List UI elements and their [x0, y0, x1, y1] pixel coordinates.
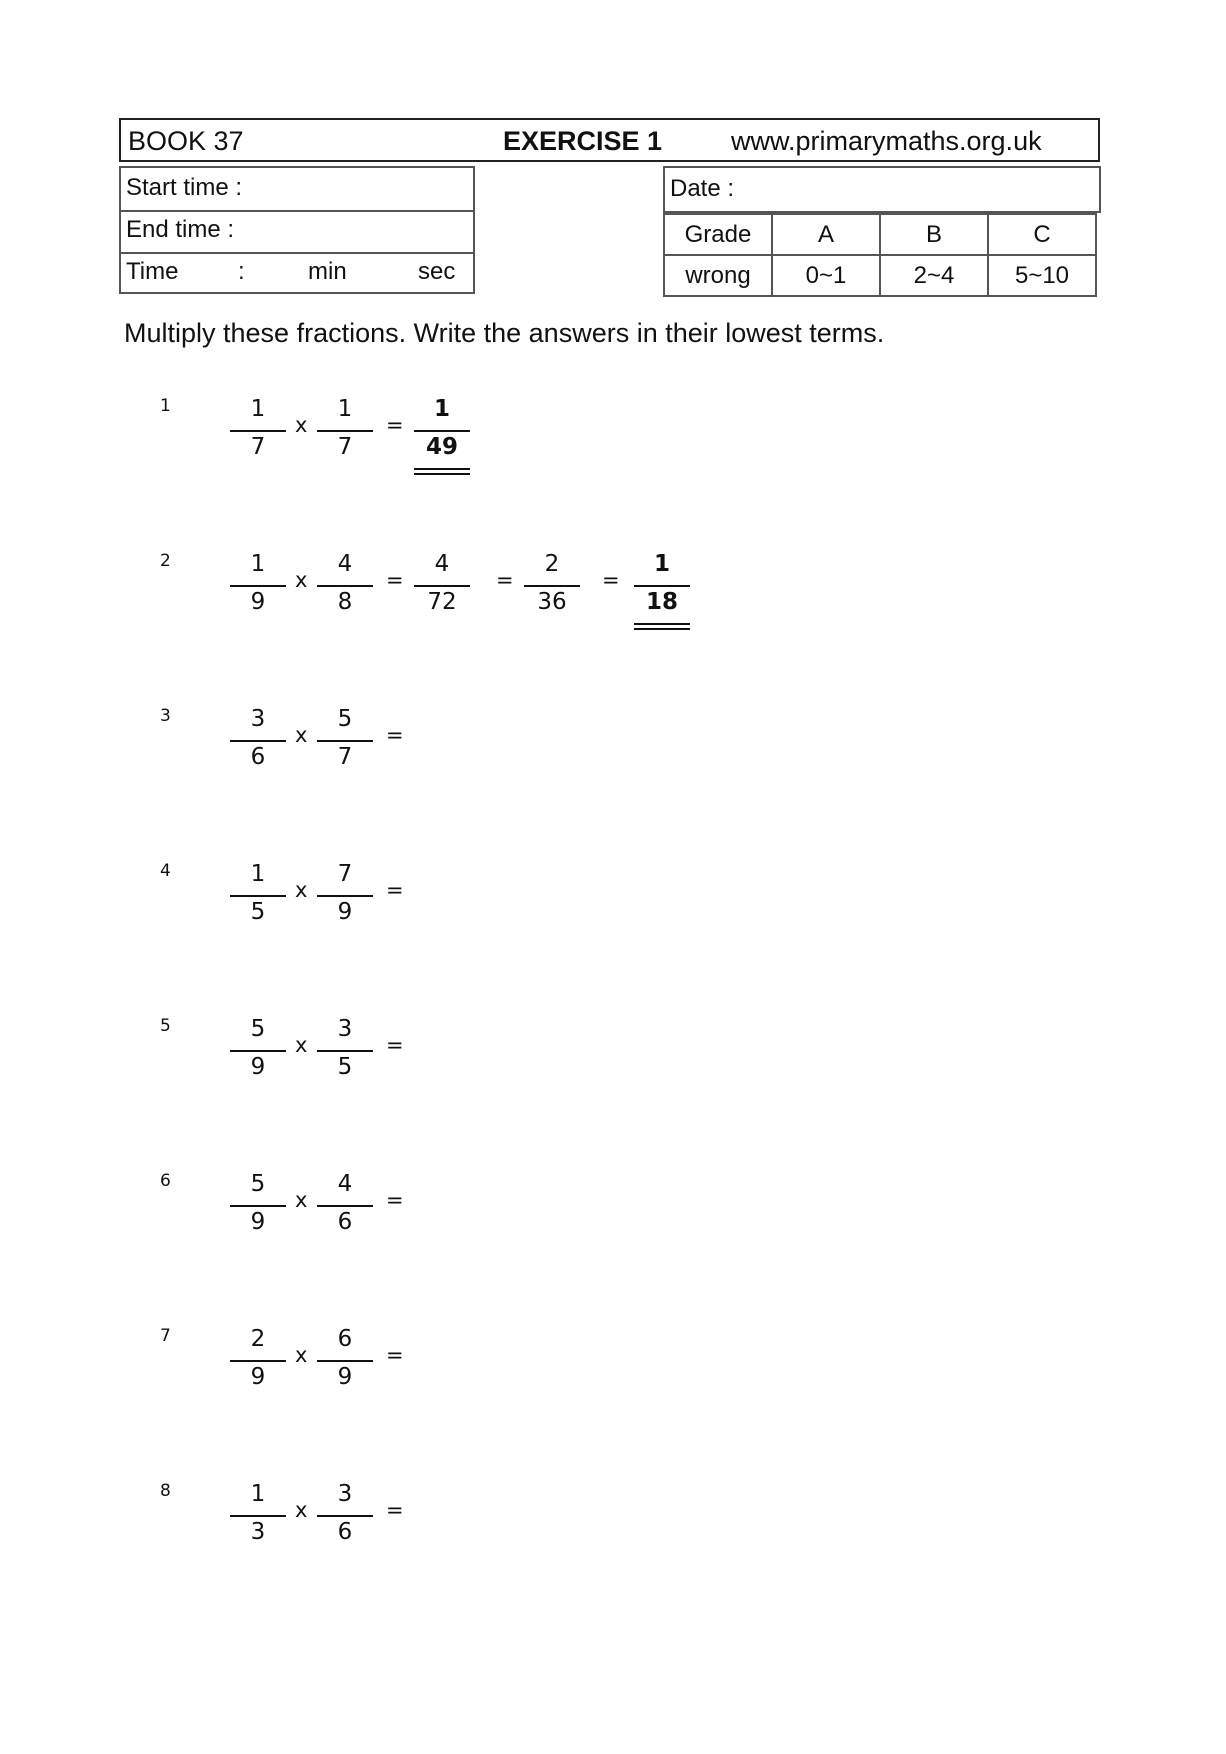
times-sign: x: [295, 723, 308, 747]
denominator: 5: [337, 1054, 353, 1080]
denominator: 3: [250, 1519, 266, 1545]
fraction-bar: [230, 430, 286, 432]
sec-label: sec: [418, 258, 456, 285]
times-sign: x: [295, 568, 308, 592]
numerator: 1: [250, 1481, 266, 1507]
denominator: 6: [337, 1519, 353, 1545]
book-label: BOOK 37: [128, 126, 244, 156]
numerator: 1: [653, 551, 670, 577]
fraction-bar: [317, 740, 373, 742]
problem-number: 2: [160, 551, 171, 571]
grade-c: C: [988, 214, 1096, 255]
numerator: 5: [250, 1016, 266, 1042]
numerator: 7: [337, 861, 353, 887]
numerator: 3: [250, 706, 266, 732]
fraction-bar: [524, 585, 580, 587]
equals-sign: =: [386, 1343, 404, 1367]
answer-double-underline: [414, 468, 470, 475]
fraction-bar: [230, 740, 286, 742]
equals-sign: =: [386, 878, 404, 902]
time-colon: :: [238, 258, 245, 285]
problem-number: 6: [160, 1171, 171, 1191]
fraction-bar: [230, 1050, 286, 1052]
numerator: 5: [337, 706, 353, 732]
fraction-bar: [317, 1515, 373, 1517]
fraction-bar: [414, 585, 470, 587]
website-link[interactable]: www.primarymaths.org.uk: [731, 126, 1042, 156]
equals-sign: =: [386, 1033, 404, 1057]
time-box: [119, 166, 475, 294]
numerator: 3: [337, 1016, 353, 1042]
time-row: [121, 252, 473, 294]
fraction-bar: [230, 585, 286, 587]
equals-sign: =: [386, 723, 404, 747]
answer-double-underline: [634, 623, 690, 630]
times-sign: x: [295, 1033, 308, 1057]
problem-7: [0, 1326, 1226, 1446]
equals-sign: =: [496, 568, 514, 592]
problem-5: [0, 1016, 1226, 1136]
times-sign: x: [295, 878, 308, 902]
problem-3: [0, 706, 1226, 826]
numerator: 1: [250, 396, 266, 422]
start-time-label: Start time :: [126, 174, 243, 201]
fraction-bar: [634, 585, 690, 587]
wrong-a-range: 0~1: [772, 255, 880, 296]
problem-1: [0, 396, 1226, 516]
fraction-bar: [414, 430, 470, 432]
equals-sign: =: [602, 568, 620, 592]
date-box: [663, 166, 1101, 213]
date-label: Date :: [670, 175, 735, 202]
numerator: 2: [544, 551, 560, 577]
denominator: 72: [427, 589, 457, 615]
grade-b: B: [880, 214, 988, 255]
times-sign: x: [295, 1188, 308, 1212]
problem-2: [0, 551, 1226, 671]
denominator: 7: [337, 744, 353, 770]
fraction-bar: [317, 895, 373, 897]
denominator: 9: [250, 1364, 266, 1390]
grade-a: A: [772, 214, 880, 255]
wrong-b-range: 2~4: [880, 255, 988, 296]
fraction-bar: [230, 1360, 286, 1362]
times-sign: x: [295, 1498, 308, 1522]
grade-row: [664, 214, 1096, 255]
denominator: 8: [337, 589, 353, 615]
fraction-bar: [317, 1050, 373, 1052]
equals-sign: =: [386, 1188, 404, 1212]
end-time-row: [121, 210, 473, 254]
problem-number: 3: [160, 706, 171, 726]
denominator: 36: [537, 589, 567, 615]
equals-sign: =: [386, 413, 404, 437]
denominator: 9: [337, 899, 353, 925]
problem-number: 4: [160, 861, 171, 881]
numerator: 5: [250, 1171, 266, 1197]
denominator: 5: [250, 899, 266, 925]
times-sign: x: [295, 1343, 308, 1367]
grade-table: [663, 213, 1097, 297]
denominator: 7: [250, 434, 266, 460]
numerator: 6: [337, 1326, 353, 1352]
wrong-header: wrong: [664, 255, 772, 296]
denominator: 9: [250, 1209, 266, 1235]
problem-4: [0, 861, 1226, 981]
problem-number: 1: [160, 396, 171, 416]
numerator: 4: [337, 551, 353, 577]
problem-number: 8: [160, 1481, 171, 1501]
numerator: 3: [337, 1481, 353, 1507]
denominator: 7: [337, 434, 353, 460]
denominator: 6: [337, 1209, 353, 1235]
problem-number: 5: [160, 1016, 171, 1036]
exercise-label: EXERCISE 1: [503, 126, 663, 156]
time-label: Time: [126, 258, 179, 285]
worksheet-header: [119, 118, 1100, 162]
fraction-bar: [230, 1515, 286, 1517]
times-sign: x: [295, 413, 308, 437]
fraction-bar: [317, 585, 373, 587]
problem-8: [0, 1481, 1226, 1601]
denominator: 9: [337, 1364, 353, 1390]
denominator: 18: [645, 589, 678, 615]
fraction-bar: [230, 1205, 286, 1207]
numerator: 4: [337, 1171, 353, 1197]
numerator: 4: [434, 551, 450, 577]
end-time-label: End time :: [126, 216, 235, 243]
denominator: 9: [250, 1054, 266, 1080]
fraction-bar: [317, 1205, 373, 1207]
fraction-bar: [230, 895, 286, 897]
denominator: 49: [425, 434, 458, 460]
grade-header: Grade: [664, 214, 772, 255]
start-time-row: [121, 168, 473, 212]
wrong-c-range: 5~10: [988, 255, 1096, 296]
denominator: 6: [250, 744, 266, 770]
numerator: 1: [337, 396, 353, 422]
denominator: 9: [250, 589, 266, 615]
numerator: 1: [250, 861, 266, 887]
equals-sign: =: [386, 568, 404, 592]
equals-sign: =: [386, 1498, 404, 1522]
fraction-bar: [317, 1360, 373, 1362]
wrong-row: [664, 255, 1096, 296]
numerator: 1: [433, 396, 450, 422]
problem-number: 7: [160, 1326, 171, 1346]
numerator: 2: [250, 1326, 266, 1352]
problem-6: [0, 1171, 1226, 1291]
instruction-text: Multiply these fractions. Write the answers in their lowest terms.: [124, 318, 885, 348]
numerator: 1: [250, 551, 266, 577]
min-label: min: [308, 258, 347, 285]
fraction-bar: [317, 430, 373, 432]
